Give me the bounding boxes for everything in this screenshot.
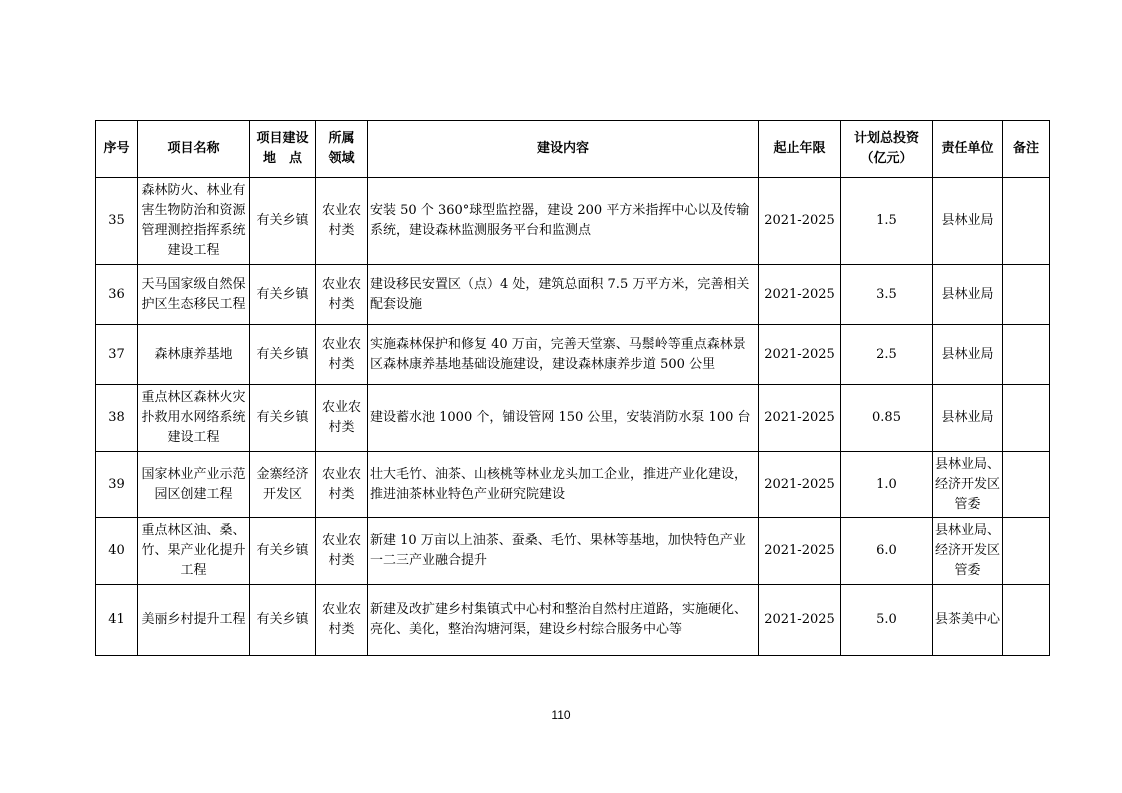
cell-name: 森林防火、林业有害生物防治和资源管理测控指挥系统建设工程 [138, 178, 250, 265]
header-field: 所属 领域 [316, 121, 368, 178]
cell-content: 新建 10 万亩以上油茶、蚕桑、毛竹、果林等基地，加快特色产业一二三产业融合提升 [368, 518, 759, 585]
cell-location: 有关乡镇 [250, 265, 316, 325]
table-row [96, 178, 1050, 265]
cell-seq: 41 [96, 585, 138, 656]
cell-remark [1003, 518, 1050, 585]
cell-name: 美丽乡村提升工程 [138, 585, 250, 656]
cell-content: 实施森林保护和修复 40 万亩，完善天堂寨、马鬃岭等重点森林景区森林康养基地基础设施建设，建设森林康养步道 500 公里 [368, 325, 759, 385]
header-content: 建设内容 [368, 121, 759, 178]
header-investment: 计划总投资 （亿元） [841, 121, 933, 178]
cell-investment: 3.5 [841, 265, 933, 325]
cell-investment: 2.5 [841, 325, 933, 385]
table-row [96, 385, 1050, 452]
cell-field: 农业农村类 [316, 178, 368, 265]
cell-investment: 1.5 [841, 178, 933, 265]
table-header [96, 121, 1050, 178]
cell-remark [1003, 178, 1050, 265]
cell-location: 有关乡镇 [250, 385, 316, 452]
header-row [96, 121, 1050, 178]
cell-period: 2021-2025 [759, 452, 841, 518]
cell-unit: 县林业局 [933, 385, 1003, 452]
cell-period: 2021-2025 [759, 518, 841, 585]
table-row [96, 452, 1050, 518]
cell-name: 重点林区森林火灾扑救用水网络系统建设工程 [138, 385, 250, 452]
project-table [95, 120, 1050, 656]
cell-remark [1003, 265, 1050, 325]
cell-period: 2021-2025 [759, 178, 841, 265]
cell-unit: 县茶美中心 [933, 585, 1003, 656]
table-body [96, 178, 1050, 656]
cell-content: 安装 50 个 360°球型监控器，建设 200 平方米指挥中心以及传输系统，建设森林监测服务平台和监测点 [368, 178, 759, 265]
cell-location: 金寨经济开发区 [250, 452, 316, 518]
header-unit: 责任单位 [933, 121, 1003, 178]
cell-unit: 县林业局、经济开发区管委 [933, 452, 1003, 518]
cell-investment: 1.0 [841, 452, 933, 518]
cell-seq: 40 [96, 518, 138, 585]
cell-period: 2021-2025 [759, 585, 841, 656]
cell-investment: 5.0 [841, 585, 933, 656]
cell-name: 重点林区油、桑、竹、果产业化提升工程 [138, 518, 250, 585]
cell-seq: 38 [96, 385, 138, 452]
cell-period: 2021-2025 [759, 385, 841, 452]
cell-seq: 36 [96, 265, 138, 325]
cell-location: 有关乡镇 [250, 325, 316, 385]
cell-name: 天马国家级自然保护区生态移民工程 [138, 265, 250, 325]
header-remark: 备注 [1003, 121, 1050, 178]
cell-field: 农业农村类 [316, 265, 368, 325]
cell-name: 国家林业产业示范园区创建工程 [138, 452, 250, 518]
cell-remark [1003, 585, 1050, 656]
header-location: 项目建设 地 点 [250, 121, 316, 178]
cell-seq: 35 [96, 178, 138, 265]
cell-unit: 县林业局、经济开发区管委 [933, 518, 1003, 585]
cell-period: 2021-2025 [759, 265, 841, 325]
cell-seq: 37 [96, 325, 138, 385]
table-row [96, 585, 1050, 656]
cell-remark [1003, 385, 1050, 452]
cell-location: 有关乡镇 [250, 518, 316, 585]
cell-unit: 县林业局 [933, 325, 1003, 385]
table-row [96, 325, 1050, 385]
cell-field: 农业农村类 [316, 452, 368, 518]
cell-name: 森林康养基地 [138, 325, 250, 385]
cell-location: 有关乡镇 [250, 585, 316, 656]
cell-field: 农业农村类 [316, 325, 368, 385]
cell-content: 建设移民安置区（点）4 处，建筑总面积 7.5 万平方米，完善相关配套设施 [368, 265, 759, 325]
cell-investment: 6.0 [841, 518, 933, 585]
table-row [96, 265, 1050, 325]
cell-content: 壮大毛竹、油茶、山核桃等林业龙头加工企业，推进产业化建设，推进油茶林业特色产业研究院建设 [368, 452, 759, 518]
cell-seq: 39 [96, 452, 138, 518]
cell-remark [1003, 325, 1050, 385]
cell-content: 新建及改扩建乡村集镇式中心村和整治自然村庄道路，实施硬化、亮化、美化，整治沟塘河渠，建设乡村综合服务中心等 [368, 585, 759, 656]
cell-field: 农业农村类 [316, 385, 368, 452]
cell-content: 建设蓄水池 1000 个，铺设管网 150 公里，安装消防水泵 100 台 [368, 385, 759, 452]
header-period: 起止年限 [759, 121, 841, 178]
cell-period: 2021-2025 [759, 325, 841, 385]
cell-remark [1003, 452, 1050, 518]
cell-unit: 县林业局 [933, 178, 1003, 265]
cell-field: 农业农村类 [316, 518, 368, 585]
table-row [96, 518, 1050, 585]
header-seq: 序号 [96, 121, 138, 178]
cell-location: 有关乡镇 [250, 178, 316, 265]
page-number: 110 [551, 708, 571, 722]
cell-field: 农业农村类 [316, 585, 368, 656]
cell-unit: 县林业局 [933, 265, 1003, 325]
header-name: 项目名称 [138, 121, 250, 178]
cell-investment: 0.85 [841, 385, 933, 452]
